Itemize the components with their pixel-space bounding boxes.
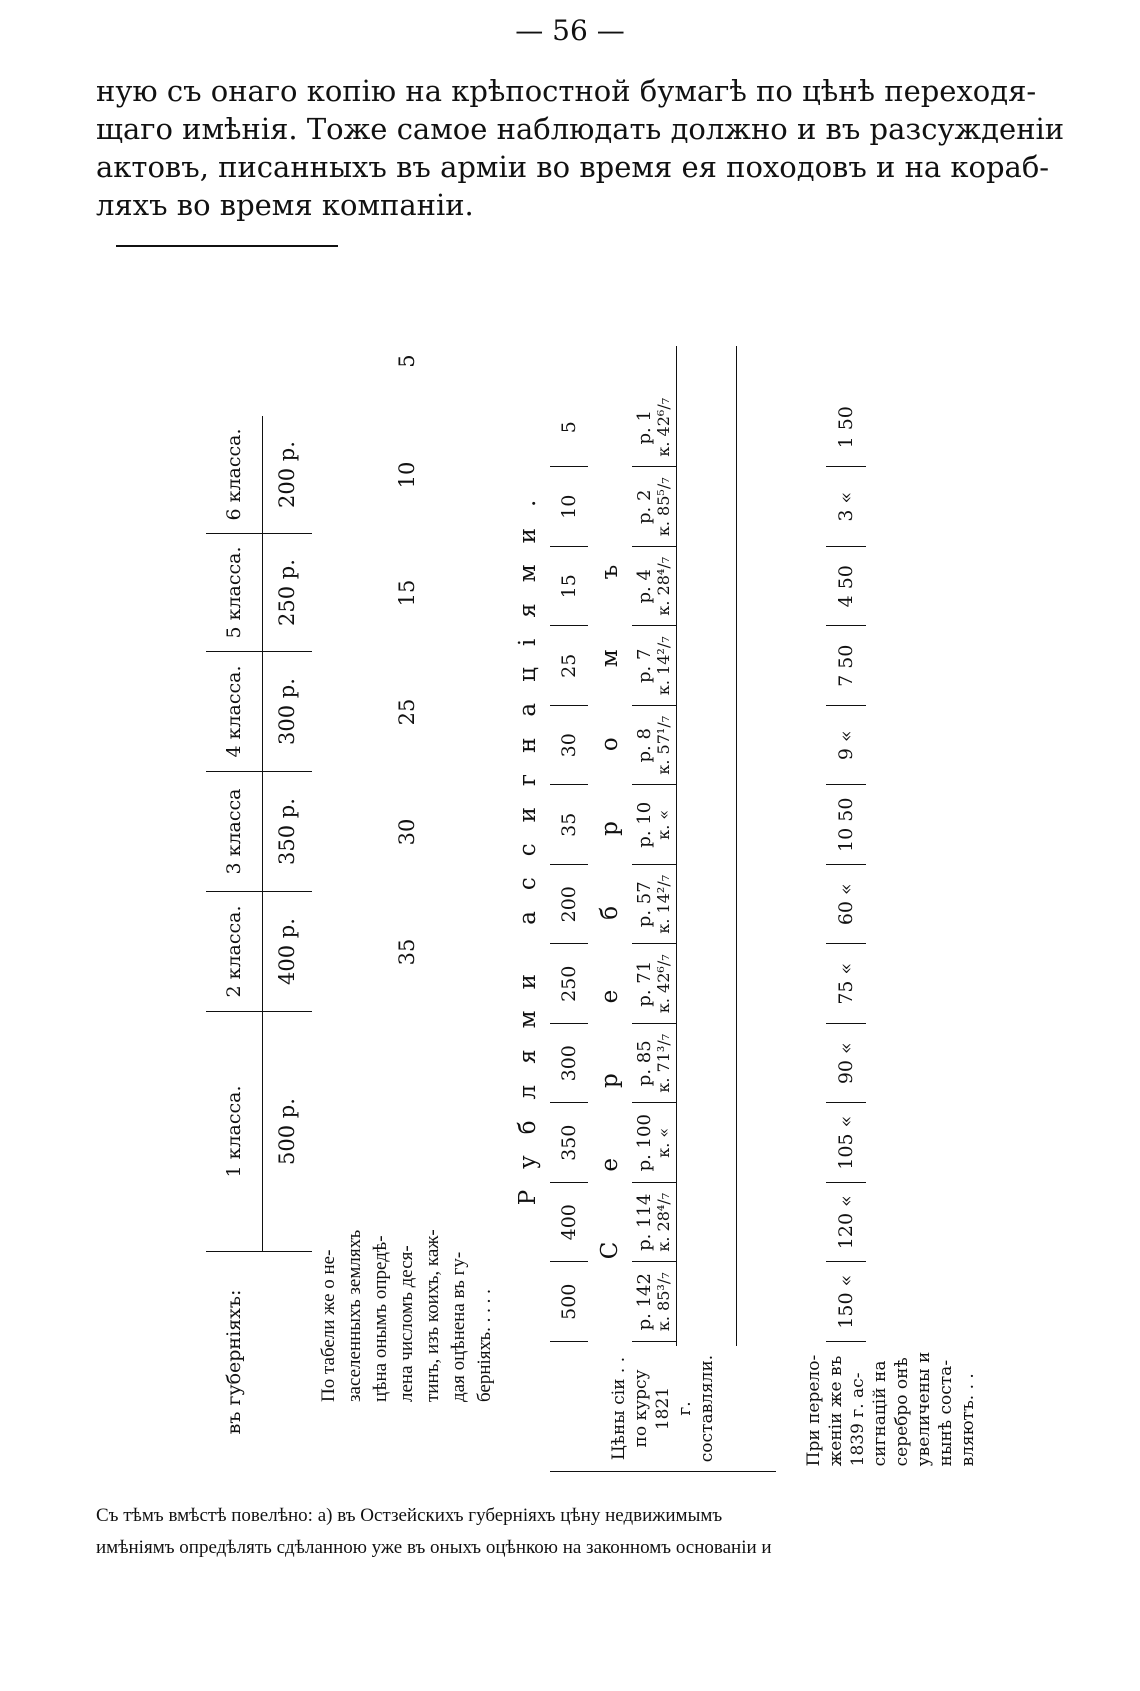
silver-value (632, 388, 676, 468)
silver-kopecks: к. 42⁶/₇ (654, 954, 673, 1014)
silver-rubles: р. 142 (634, 1273, 655, 1331)
silver-values-row (632, 212, 676, 1472)
footer-line: Съ тѣмъ вмѣстѣ повелѣно: а) въ Остзейскихъ губерніяхъ цѣну недвижимымъ (96, 1505, 723, 1526)
table-rule (676, 346, 677, 1346)
assignation-value: 10 (550, 468, 588, 548)
silver-kopecks: к. 14²/₇ (654, 636, 673, 696)
silver-kopecks: к. 28⁴/₇ (654, 556, 673, 616)
new-silver-value: 10 50 (826, 786, 866, 866)
price-cell: 300 р. (262, 652, 312, 772)
new-silver-value: 120 « (826, 1183, 866, 1263)
new-silver-value: 90 « (826, 1024, 866, 1104)
silver-kopecks: к. « (654, 809, 673, 840)
new-silver-value: 75 « (826, 945, 866, 1025)
assig-header-row (506, 212, 550, 1472)
price-cell: 200 р. (262, 416, 312, 534)
new-silver-value: 9 « (826, 706, 866, 786)
class-header: 3 класса (206, 772, 262, 892)
desc-value: 10 (395, 461, 419, 489)
price-cell: 350 р. (262, 772, 312, 892)
silver-kopecks: к. 85⁵/₇ (654, 477, 673, 537)
assignation-value: 200 (550, 865, 588, 945)
desc-value: 25 (395, 698, 419, 726)
class-header: 5 класса. (206, 534, 262, 652)
silver-value (632, 547, 676, 627)
silver-value (632, 627, 676, 707)
silver-value (632, 1104, 676, 1184)
silver-value (632, 945, 676, 1025)
paragraph-line: актовъ, писанныхъ въ арміи во время ея походовъ и на кораб- (96, 150, 1050, 184)
desc-value: 30 (395, 818, 419, 846)
class-header: 4 класса. (206, 652, 262, 772)
silver-rubles: р. 85 (634, 1040, 655, 1087)
desc-value: 35 (395, 938, 419, 966)
silver-kopecks: к. 42⁶/₇ (654, 397, 673, 457)
silver-value (632, 468, 676, 548)
footer-line: имѣніямъ опредѣлять сдѣланною уже въ оныхъ оцѣнкою на законномъ основаніи и (96, 1537, 772, 1558)
silver-header-row (588, 212, 632, 1472)
silver-rubles: р. 4 (634, 569, 655, 604)
silver-rubles: р. 7 (634, 648, 655, 683)
price-row (262, 212, 312, 1472)
new-values-row (826, 212, 866, 1472)
silver-value (632, 1024, 676, 1104)
silver-kopecks: к. 57¹/₇ (654, 715, 673, 775)
silver-kopecks: к. « (654, 1127, 673, 1158)
new-silver-value: 4 50 (826, 547, 866, 627)
price-cell: 500 р. (262, 1012, 312, 1252)
silver-rubles: р. 114 (634, 1193, 655, 1251)
assignation-value: 500 (550, 1263, 588, 1343)
assignation-value: 400 (550, 1183, 588, 1263)
assignation-value: 35 (550, 786, 588, 866)
desc-value: 5 (395, 354, 419, 368)
table-rule (736, 346, 737, 1346)
silver-kopecks: к. 85³/₇ (654, 1272, 673, 1332)
silver-kopecks: к. 14²/₇ (654, 874, 673, 934)
price-cell: 250 р. (262, 534, 312, 652)
land-table-description: По табели же о не- заселенныхъ земляхъ цѣна онымъ опредѣ- лена числомъ деся- тинъ, изъ коихъ, каж- дая оцѣнена въ гу- берніяхъ. . . . . (318, 1229, 495, 1402)
new-silver-value: 1 50 (826, 388, 866, 468)
class-header-row (206, 212, 262, 1472)
class-header: 1 класса. (206, 1012, 262, 1252)
class-header: 6 класса. (206, 416, 262, 534)
assignation-value: 300 (550, 1024, 588, 1104)
new-silver-value: 105 « (826, 1104, 866, 1184)
row-label-gubernii: въ губерніяхъ: (223, 1289, 245, 1435)
new-silver-value: 60 « (826, 865, 866, 945)
desc-value: 15 (395, 579, 419, 607)
class-header: 2 класса. (206, 892, 262, 1012)
desc-row (312, 212, 502, 1472)
silver-kopecks: к. 71³/₇ (654, 1033, 673, 1093)
silver-rubles: р. 57 (634, 881, 655, 928)
assignation-header: Рублями ассигнаціями. (515, 478, 541, 1206)
silver-rubles: р. 71 (634, 960, 655, 1007)
assignation-value: 30 (550, 706, 588, 786)
silver-rubles: р. 10 (634, 801, 655, 848)
assignation-value: 15 (550, 547, 588, 627)
assignation-value: 25 (550, 627, 588, 707)
page-number: — 56 — (515, 14, 625, 47)
silver-rubles: р. 2 (634, 489, 655, 524)
silver-value (632, 865, 676, 945)
silver-value (632, 1263, 676, 1343)
silver-value (632, 1183, 676, 1263)
new-silver-value: 7 50 (826, 627, 866, 707)
silver-rubles: р. 100 (634, 1114, 655, 1172)
row-label-1821: Цѣны сіи . . по курсу 1821 г. составляли. (550, 1346, 776, 1472)
new-silver-value: 150 « (826, 1263, 866, 1343)
body-paragraph (96, 72, 1076, 224)
silver-rubles: р. 1 (634, 410, 655, 445)
new-silver-value: 3 « (826, 468, 866, 548)
paragraph-line: щаго имѣнія. Тоже самое наблюдать должно и въ разсужденіи (96, 112, 1065, 146)
paragraph-line: ную съ онаго копію на крѣпостной бумагѣ по цѣнѣ переходя- (96, 74, 1037, 108)
paragraph-line: ляхъ во время компаніи. (96, 188, 474, 222)
silver-header: Серебромъ (597, 494, 623, 1260)
assignation-value: 5 (550, 388, 588, 468)
row-label-1839: При перело- женіи же въ 1839 г. ас- сигнацій на серебро онѣ увеличены и нынѣ соста- вляютъ. . . (804, 1351, 978, 1467)
row-1839 (776, 212, 1006, 1472)
silver-kopecks: к. 28⁴/₇ (654, 1192, 673, 1252)
price-cell: 400 р. (262, 892, 312, 1012)
rotated-table (206, 212, 1140, 1472)
silver-rubles: р. 8 (634, 728, 655, 763)
silver-value (632, 706, 676, 786)
silver-value (632, 786, 676, 866)
assignation-value: 250 (550, 945, 588, 1025)
footer-paragraph (96, 1500, 1076, 1564)
assignation-value: 350 (550, 1104, 588, 1184)
